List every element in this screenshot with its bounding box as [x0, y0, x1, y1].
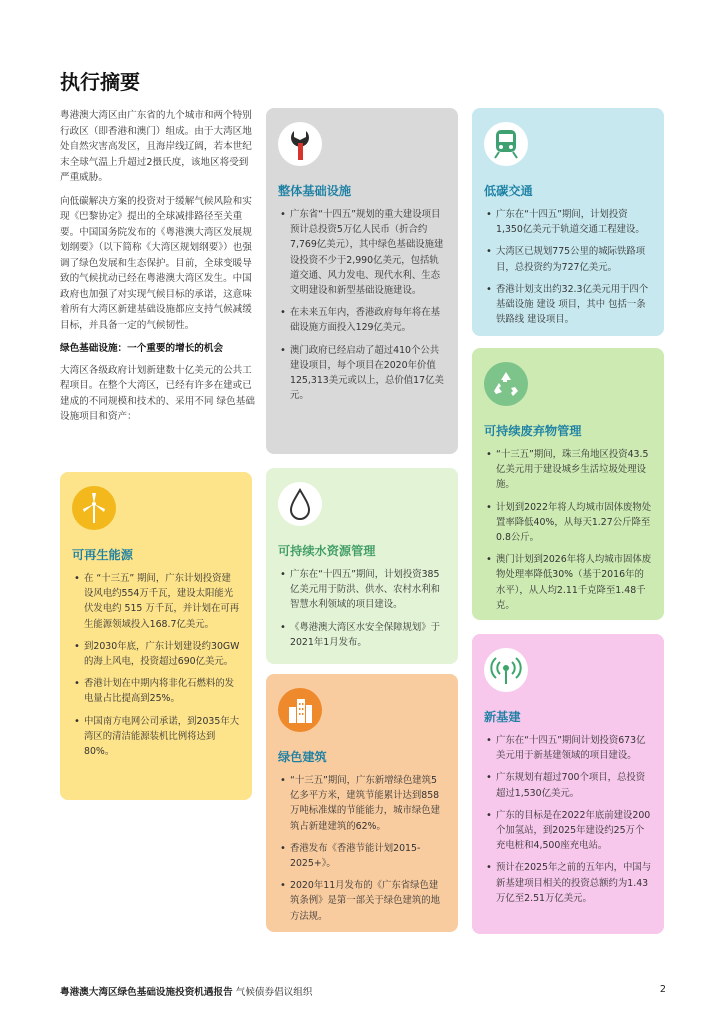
intro-paragraph-2: 向低碳解决方案的投资对于缓解气候风险和实现《巴黎协定》提出的全球减排路径至关重要。中国国务院发布的《粤港澳大湾区发展规划纲要》（以下简称《大湾区规划纲要》）也强调了绿色发展和生态保护。目前，全球变暖导致的气候扰动已经在粤港澳大湾区发生。中国政府也加强了对实现气候目标的承诺，这意味着所有大湾区新建基础设施都应支持气候减缓目标，并具备一定的气候韧性。	[60, 195, 252, 331]
list-item: • 在未来五年内，香港政府每年将在基础设施方面投入129亿美元。	[278, 305, 446, 335]
footer-organization: 气候债券倡议组织	[232, 987, 313, 998]
card-list	[484, 207, 652, 327]
card-list	[278, 773, 446, 924]
card-renewable-energy	[60, 472, 252, 800]
intro-paragraph-3: 大湾区各级政府计划新建数十亿美元的公共工程项目。在整个大湾区，已经有许多在建或已建成的不同规模和技术的、采用不同 绿色基础设施项目和资产：	[60, 364, 255, 422]
list-item: • 大湾区已规划775公里的城际铁路项目，总投资约为727亿美元。	[484, 244, 652, 274]
list-item: • 广东规划有超过700个项目，总投资超过1,530亿美元。	[484, 770, 652, 800]
list-item: • 中国南方电网公司承诺，到2035年大湾区的清洁能源装机比例将达到80%。	[72, 714, 240, 760]
list-item: • 香港计划支出约32.3亿美元用于四个基础设施 建设 项目，其中 包括一条铁路线 建设项目。	[484, 282, 652, 328]
card-title: 可持续水资源管理	[278, 544, 376, 558]
card-low-carbon-transport	[472, 108, 664, 336]
list-item: • 预计在2025年之前的五年内，中国与新基建项目相关的投资总额约为1.43万亿至2.51万亿美元。	[484, 860, 652, 906]
list-item: • “十三五”期间，珠三角地区投资43.5亿美元用于建设城乡生活垃圾处理设施。	[484, 447, 652, 493]
intro-paragraph-1: 粤港澳大湾区由广东省的九个城市和两个特别行政区（即香港和澳门）组成。由于大湾区地处自然灾害高发区，且海岸线辽阔，若本世纪末全球气温上升超过2摄氏度，该地区将受到严重威胁。	[60, 110, 252, 183]
card-list	[72, 571, 240, 759]
card-list	[278, 207, 446, 403]
list-item: • 澳门政府已经启动了超过410个公共建设项目，每个项目在2020年价值125,313美元或以上，总价值17亿美元。	[278, 343, 446, 404]
list-item: • 2020年11月发布的《广东省绿色建筑条例》是第一部关于绿色建筑的地方法规。	[278, 878, 446, 924]
card-water-management	[266, 468, 458, 664]
train-icon	[484, 122, 528, 166]
wrench-icon	[278, 122, 322, 166]
page-number: 2	[659, 984, 666, 995]
card-waste-management	[472, 348, 664, 620]
footer	[60, 984, 313, 998]
list-item: • 香港发布《香港节能计划2015-2025+》。	[278, 841, 446, 871]
intro-section	[60, 108, 256, 433]
list-item: • 《粤港澳大湾区水安全保障规划》于2021年1月发布。	[278, 620, 446, 650]
intro-subheading: 绿色基础设施：一个重要的增长的机会	[60, 343, 224, 354]
list-item: • 广东省“十四五”规划的重大建设项目预计总投资5万亿人民币（折合约7,769亿美元），其中绿色基础设施建设投资不少于2,990亿美元，包括轨道交通、风力发电、现代水利、生态文明建设和新型基础设施建设。	[278, 207, 446, 298]
footer-report-title: 粤港澳大湾区绿色基础设施投资机遇报告	[60, 987, 233, 998]
list-item: • 广东的目标是在2022年底前建设200个加氢站，到2025年建设约25万个充电桩和4,500座充电站。	[484, 808, 652, 854]
page-title: 执行摘要	[60, 70, 140, 94]
card-title: 整体基础设施	[278, 184, 352, 198]
list-item: • 澳门计划到2026年将人均城市固体废物处理率降低30%（基于2016年的水平），从人均2.11千克降至1.48千克。	[484, 552, 652, 613]
recycle-icon	[484, 362, 528, 406]
card-new-infrastructure	[472, 634, 664, 934]
list-item: • 香港计划在中期内将非化石燃料的发电量占比提高到25%。	[72, 676, 240, 706]
list-item: • “十三五”期间，广东新增绿色建筑5亿多平方米，建筑节能累计达到858万吨标准煤的节能能力，城市绿色建筑占新建建筑的62%。	[278, 773, 446, 834]
list-item: • 广东在“十四五”期间，计划投资1,350亿美元于轨道交通工程建设。	[484, 207, 652, 237]
signal-tower-icon	[484, 648, 528, 692]
card-list	[484, 733, 652, 906]
card-list	[278, 567, 446, 650]
list-item: • 计划到2022年将人均城市固体废物处置率降低40%，从每天1.27公斤降至0.8公斤。	[484, 500, 652, 546]
card-list	[484, 447, 652, 613]
card-title: 可再生能源	[72, 548, 133, 562]
list-item: • 在 “十三五” 期间，广东计划投资建设风电约554万千瓦，建设太阳能光伏发电约 515 万千瓦，并计划在可再生能源领域投入168.7亿美元。	[72, 571, 240, 632]
wind-turbine-icon	[72, 486, 116, 530]
list-item: • 到2030年底，广东计划建设约30GW的海上风电，投资超过690亿美元。	[72, 639, 240, 669]
card-green-building	[266, 674, 458, 932]
building-icon	[278, 688, 322, 732]
card-infrastructure	[266, 108, 458, 454]
card-title: 新基建	[484, 710, 521, 724]
water-drop-icon	[278, 482, 322, 526]
card-title: 可持续废弃物管理	[484, 424, 582, 438]
list-item: • 广东在“十四五”期间计划投资673亿美元用于新基建领域的项目建设。	[484, 733, 652, 763]
card-title: 绿色建筑	[278, 750, 327, 764]
list-item: • 广东在“十四五”期间，计划投资385亿美元用于防洪、供水、农村水利和智慧水利领域的项目建设。	[278, 567, 446, 613]
card-title: 低碳交通	[484, 184, 533, 198]
